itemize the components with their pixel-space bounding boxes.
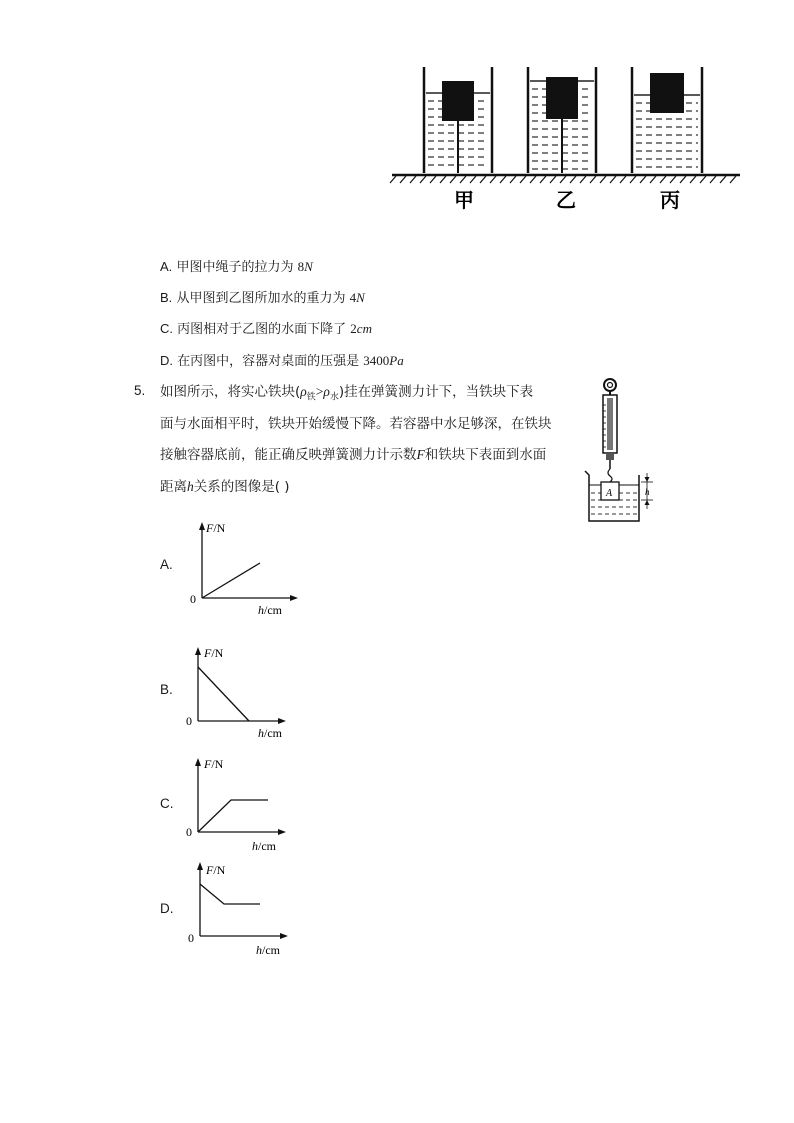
spring-scale-figure — [575, 375, 665, 527]
choice-b-graph[interactable] — [176, 643, 300, 745]
container-yi — [528, 67, 596, 173]
svg-text:h/cm: h/cm — [252, 839, 276, 853]
q4-option-b[interactable]: B. 从甲图到乙图所加水的重力为 4N — [160, 290, 365, 306]
q4-option-d[interactable]: D. 在丙图中，容器对桌面的压强是 3400Pa — [160, 353, 404, 369]
q4-option-c[interactable]: C. 丙图相对于乙图的水面下降了 2cm — [160, 321, 372, 337]
choice-a-letter[interactable]: A. — [160, 557, 173, 572]
choice-b-letter[interactable]: B. — [160, 682, 173, 697]
svg-text:F/N: F/N — [204, 646, 224, 660]
svg-text:0: 0 — [186, 714, 192, 728]
svg-text:F/N: F/N — [206, 863, 226, 877]
choice-c-letter[interactable]: C. — [160, 796, 174, 811]
choice-d-letter[interactable]: D. — [160, 901, 174, 916]
choice-a-graph[interactable] — [180, 518, 300, 620]
svg-text:h/cm: h/cm — [258, 726, 282, 740]
q5-line-4: 距离h关系的图像是( ) — [160, 479, 290, 495]
label-bing: 丙 — [660, 190, 680, 212]
q5-line-2: 面与水面相平时，铁块开始缓慢下降。若容器中水足够深，在铁块 — [160, 416, 552, 432]
svg-text:0: 0 — [190, 592, 196, 606]
svg-text:F/N: F/N — [204, 757, 224, 771]
choice-d-graph[interactable] — [178, 858, 302, 962]
svg-text:0: 0 — [188, 931, 194, 945]
container-jia — [424, 67, 492, 173]
svg-text:h/cm: h/cm — [258, 603, 282, 617]
q5-number: 5. — [134, 383, 146, 398]
q4-option-a[interactable]: A. 甲图中绳子的拉力为 8N — [160, 259, 313, 275]
choice-c-graph[interactable] — [176, 754, 300, 856]
block-label: A — [606, 488, 613, 499]
svg-text:0: 0 — [186, 825, 192, 839]
h-label: h — [645, 487, 650, 497]
q5-line-1: 如图所示，将实心铁块$(\rho_铁>\rho_水)$挂在弹簧测力计下，当铁块下表 — [160, 384, 534, 403]
label-jia: 甲 — [454, 190, 474, 212]
svg-text:F/N: F/N — [206, 521, 226, 535]
containers-figure — [388, 55, 744, 215]
container-bing — [632, 67, 702, 173]
q5-line-3: 接触容器底前，能正确反映弹簧测力计示数F和铁块下表面到水面 — [160, 447, 547, 463]
svg-text:h/cm: h/cm — [256, 943, 280, 957]
label-yi: 乙 — [556, 190, 576, 212]
